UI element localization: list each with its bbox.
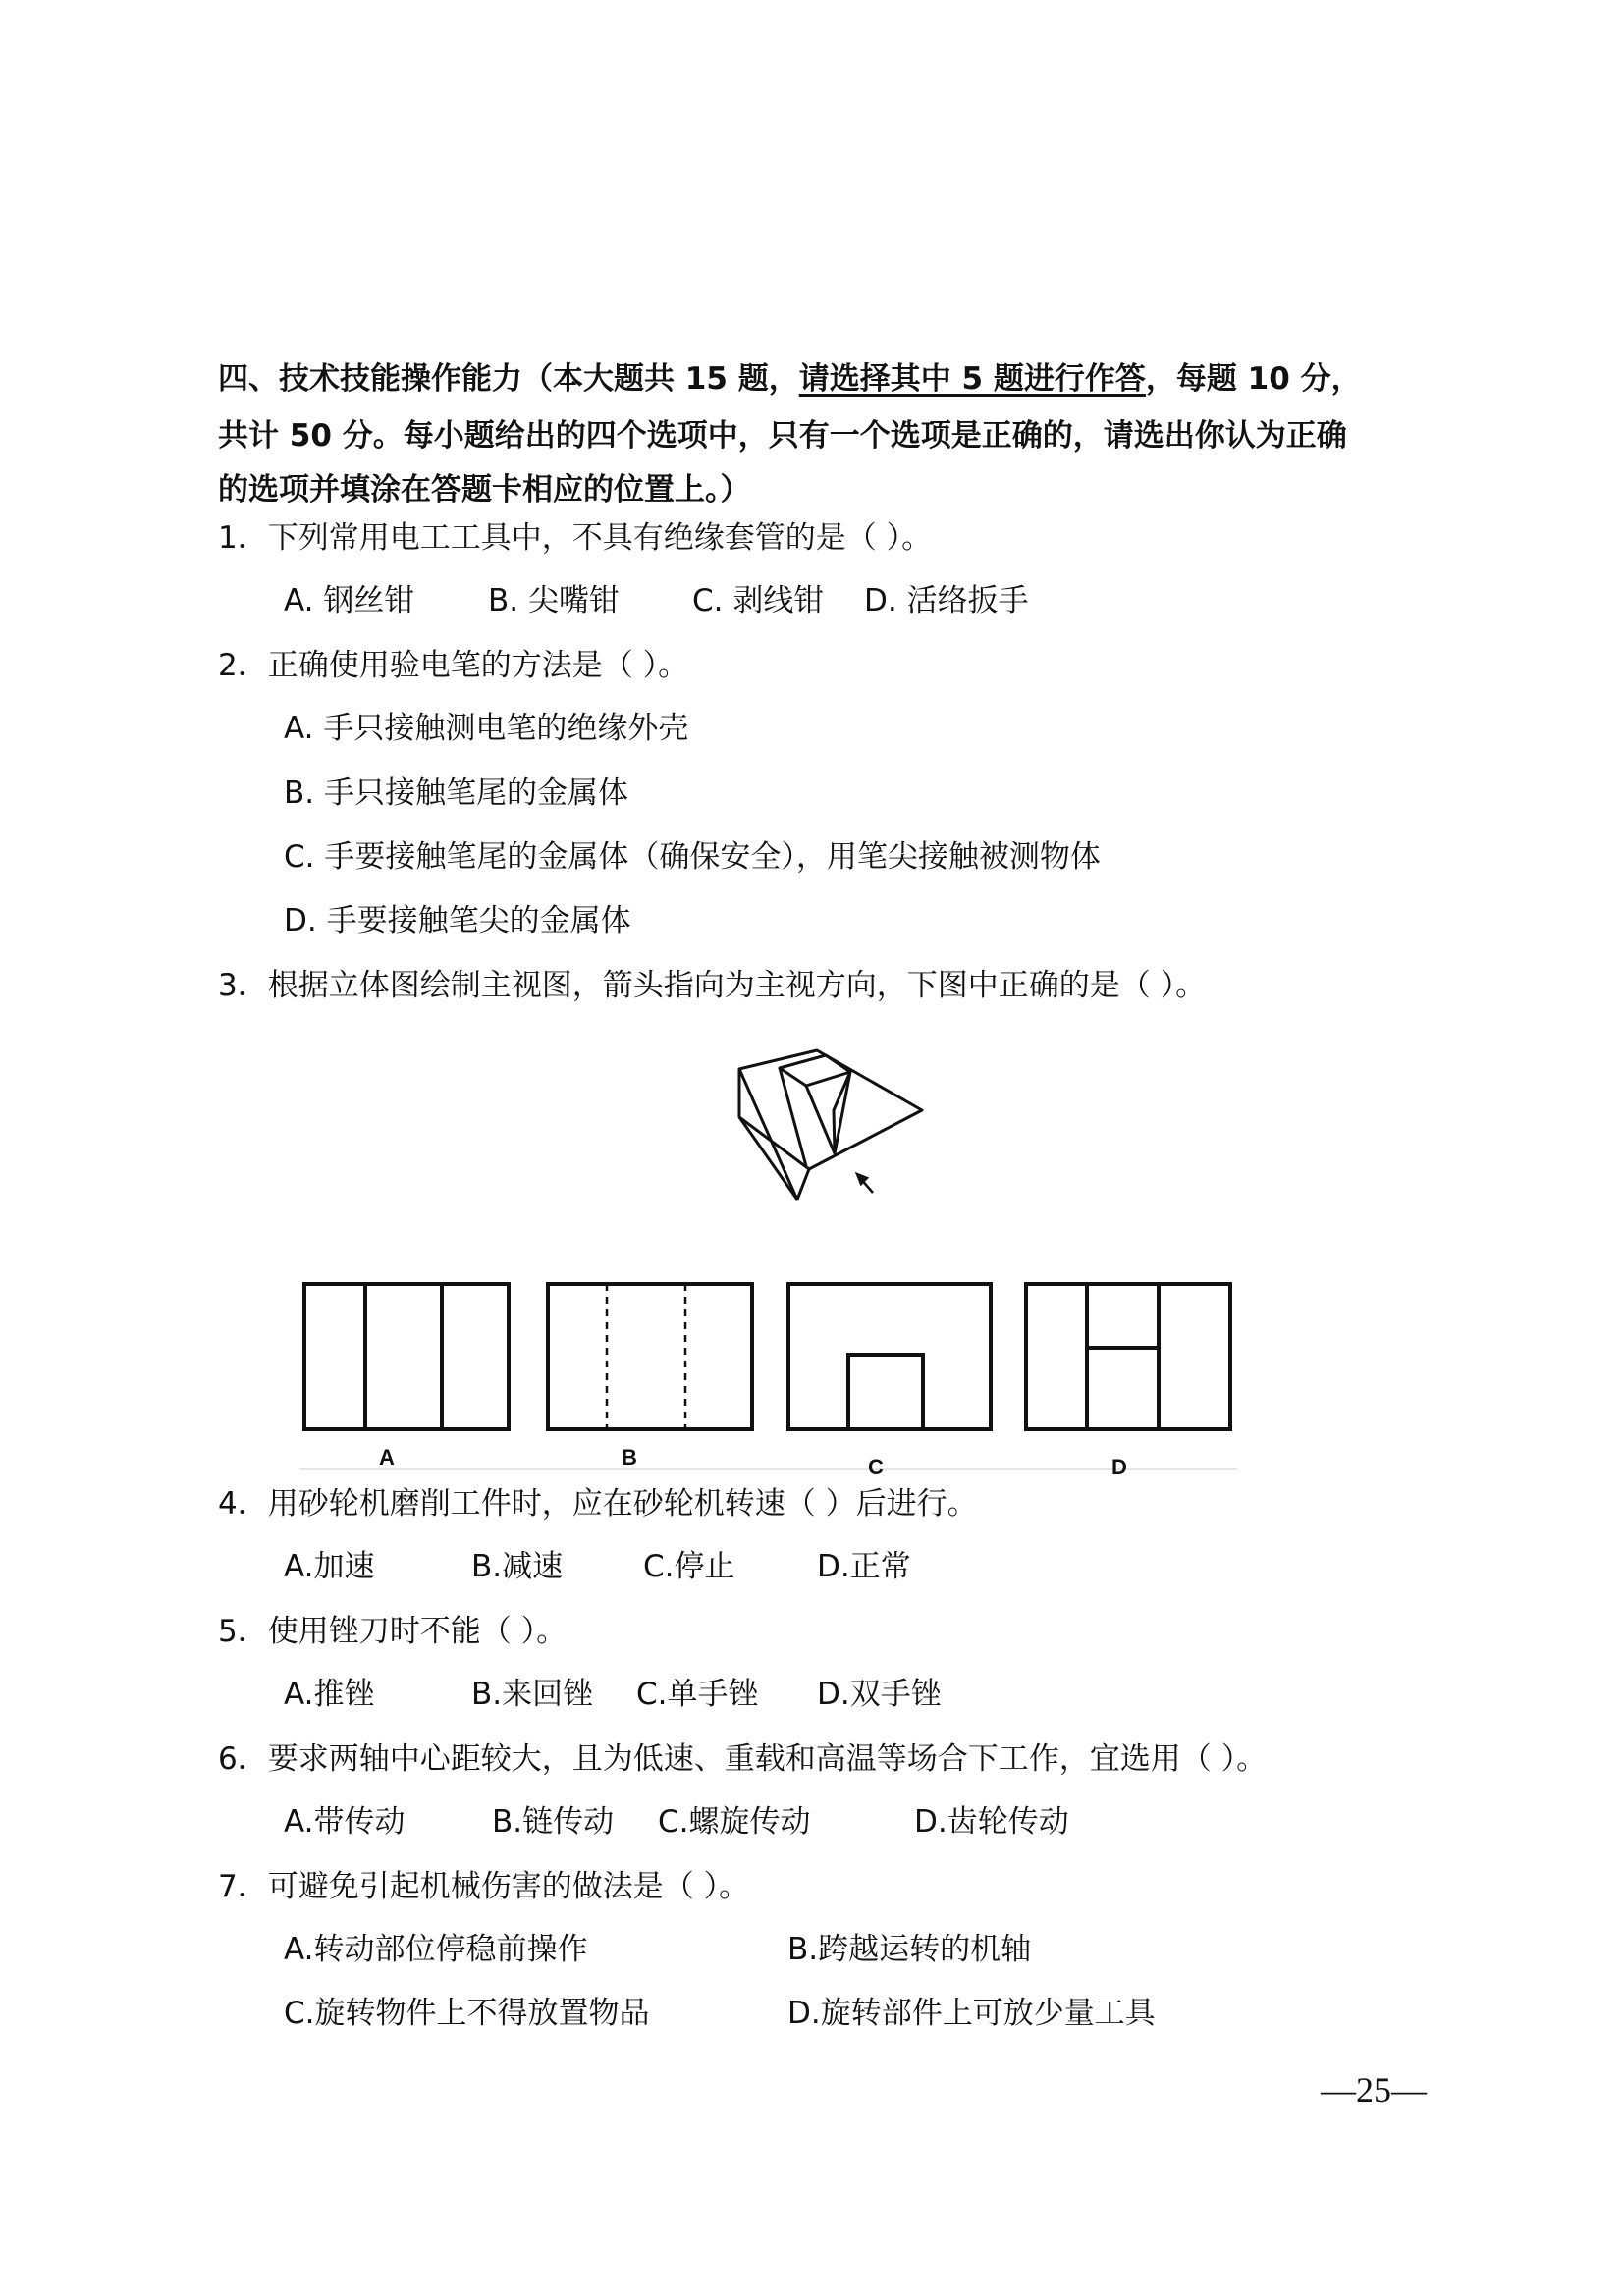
view-d	[1026, 1284, 1230, 1429]
question-5-stem: 5．使用锉刀时不能（ ）。	[218, 1614, 568, 1649]
q2-option-a: A. 手只接触测电笔的绝缘外壳	[284, 711, 689, 746]
question-7-stem: 7．可避免引起机械伤害的做法是（ ）。	[218, 1869, 750, 1904]
isometric-outline	[739, 1050, 922, 1169]
q2-option-b: B. 手只接触笔尾的金属体	[284, 775, 628, 811]
q1-option-b: B. 尖嘴钳	[488, 583, 620, 618]
q5-option-d: D.双手锉	[817, 1677, 942, 1712]
view-c	[788, 1284, 991, 1429]
question-3-stem: 3．根据立体图绘制主视图，箭头指向为主视方向，下图中正确的是（ ）。	[218, 968, 1207, 1003]
q6-option-b: B.链传动	[492, 1804, 615, 1840]
q6-option-a: A.带传动	[284, 1804, 406, 1840]
q2-option-c: C. 手要接触笔尾的金属体（确保安全），用笔尖接触被测物体	[284, 839, 1101, 875]
q4-option-b: B.减速	[471, 1549, 564, 1584]
q7-option-c: C.旋转物件上不得放置物品	[284, 1996, 650, 2031]
question-1-stem: 1．下列常用电工工具中，不具有绝缘套管的是（ ）。	[218, 520, 933, 556]
section-heading-line2: 共计 50 分。每小题给出的四个选项中，只有一个选项是正确的，请选出你认为正确	[218, 418, 1347, 454]
section-heading-part1: 四、技术技能操作能力（本大题共 15 题，	[218, 361, 799, 397]
section-heading-line3: 的选项并填涂在答题卡相应的位置上。）	[218, 472, 751, 507]
answer-views-figure	[295, 1276, 1237, 1482]
q7-option-a: A.转动部位停稳前操作	[284, 1932, 588, 1967]
section-heading-line1	[218, 359, 1362, 399]
view-label-d: D	[1111, 1455, 1127, 1479]
page-number: —25—	[1321, 2070, 1427, 2109]
view-direction-arrow-icon	[857, 1174, 873, 1193]
view-a	[304, 1284, 509, 1429]
view-label-a: A	[379, 1445, 395, 1469]
view-label-c: C	[868, 1455, 884, 1479]
q2-option-d: D. 手要接触笔尖的金属体	[284, 903, 631, 938]
q6-option-d: D.齿轮传动	[914, 1804, 1069, 1840]
question-6-stem: 6．要求两轴中心距较大，且为低速、重载和高温等场合下工作，宜选用（ ）。	[218, 1741, 1268, 1777]
q1-option-c: C. 剥线钳	[692, 583, 825, 618]
q7-option-b: B.跨越运转的机轴	[787, 1932, 1032, 1967]
q7-option-d: D.旋转部件上可放少量工具	[787, 1996, 1156, 2031]
q5-option-b: B.来回锉	[471, 1677, 594, 1712]
q4-option-a: A.加速	[284, 1549, 375, 1584]
section-heading-underlined: 请选择其中 5 题进行作答	[798, 361, 1146, 397]
q1-option-d: D. 活络扳手	[864, 583, 1029, 618]
q1-option-a: A. 钢丝钳	[284, 583, 415, 618]
q6-option-c: C.螺旋传动	[658, 1804, 811, 1840]
q5-option-c: C.单手锉	[636, 1677, 759, 1712]
view-b	[548, 1284, 752, 1429]
question-2-stem: 2．正确使用验电笔的方法是（ ）。	[218, 648, 689, 683]
q4-option-d: D.正常	[817, 1549, 911, 1584]
question-4-stem: 4．用砂轮机磨削工件时，应在砂轮机转速（ ）后进行。	[218, 1486, 978, 1522]
view-label-b: B	[622, 1445, 637, 1469]
isometric-figure	[731, 1045, 928, 1212]
q5-option-a: A.推锉	[284, 1677, 375, 1712]
q4-option-c: C.停止	[643, 1549, 735, 1584]
section-heading-part2: ，每题 10 分，	[1145, 361, 1362, 397]
